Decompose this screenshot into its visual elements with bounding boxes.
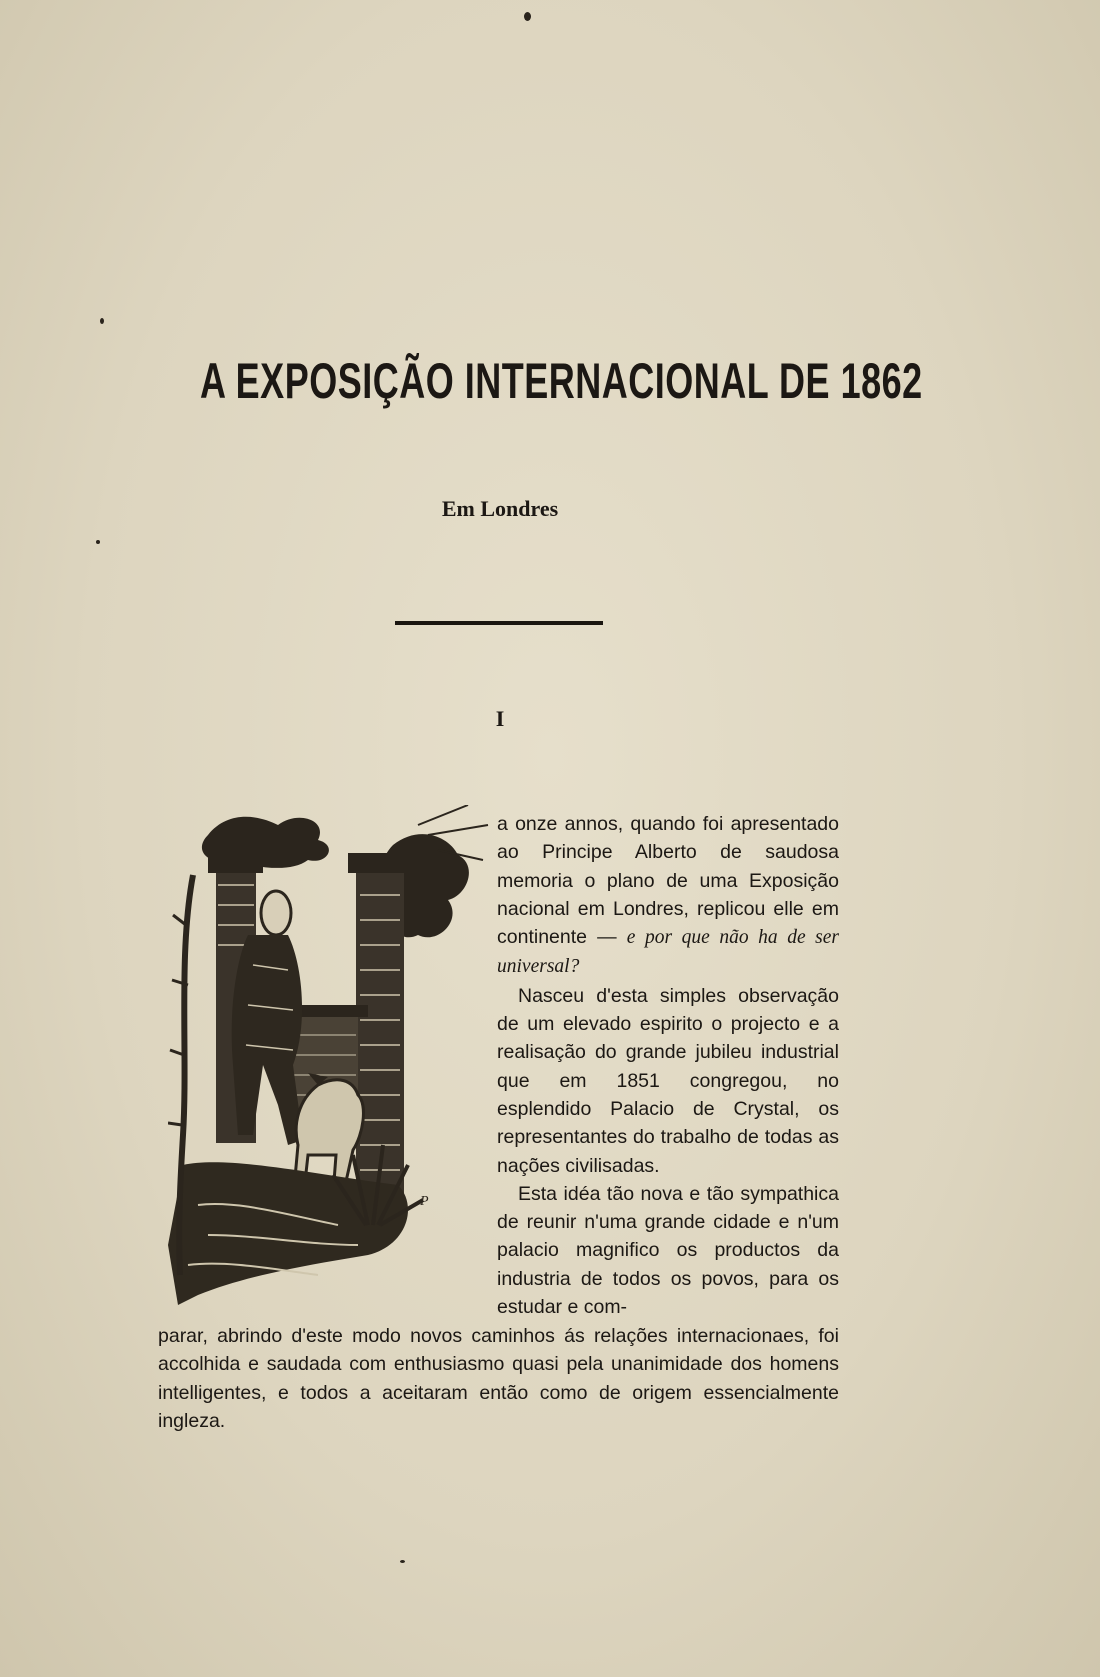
section-number: I	[495, 706, 505, 731]
paragraph-3-start: Esta idéa tão nova e tão sympathica de reunir n'uma grande cidade e n'um palacio magnifico os productos da industria de todos os povos, para os estudar e com-	[497, 1182, 839, 1319]
paragraph-2: Nasceu d'esta simples observação de um elevado espirito o projecto e a realisação do grande jubileu industrial que em 1851 congregou, no esplendido Palacio de Crystal, os representantes do trabalho de todas as nações civilisadas.	[497, 984, 839, 1177]
ink-speck	[400, 1560, 405, 1563]
ink-speck	[100, 318, 104, 324]
article-subtitle: Em Londres	[441, 496, 559, 521]
text-full-width	[158, 1322, 839, 1435]
title-divider	[395, 621, 603, 625]
article-title: A EXPOSIÇÃO INTERNACIONAL DE 1862	[200, 352, 923, 410]
ink-speck	[524, 12, 531, 21]
paragraph-1	[497, 810, 839, 982]
illustration-signature: P	[420, 1194, 429, 1209]
text-column	[497, 810, 839, 1321]
woodcut-initial-h-icon	[168, 805, 493, 1307]
paragraph-1-italic: e por que não ha de ser universal?	[497, 927, 840, 978]
paragraph-1-main: a onze annos, quando foi apresentado ao Principe Alberto de saudosa memoria o plano de uma Exposição nacional em Londres, replicou elle em continente —	[497, 813, 839, 949]
ink-speck	[96, 540, 100, 544]
paragraph-3-continued: parar, abrindo d'este modo novos caminhos ás relações internacionaes, foi accolhida e saudada com enthusiasmo quasi pela unanimidade dos homens intelligentes, e todos a aceitaram então como de origem essencialmente ingleza.	[158, 1325, 839, 1432]
